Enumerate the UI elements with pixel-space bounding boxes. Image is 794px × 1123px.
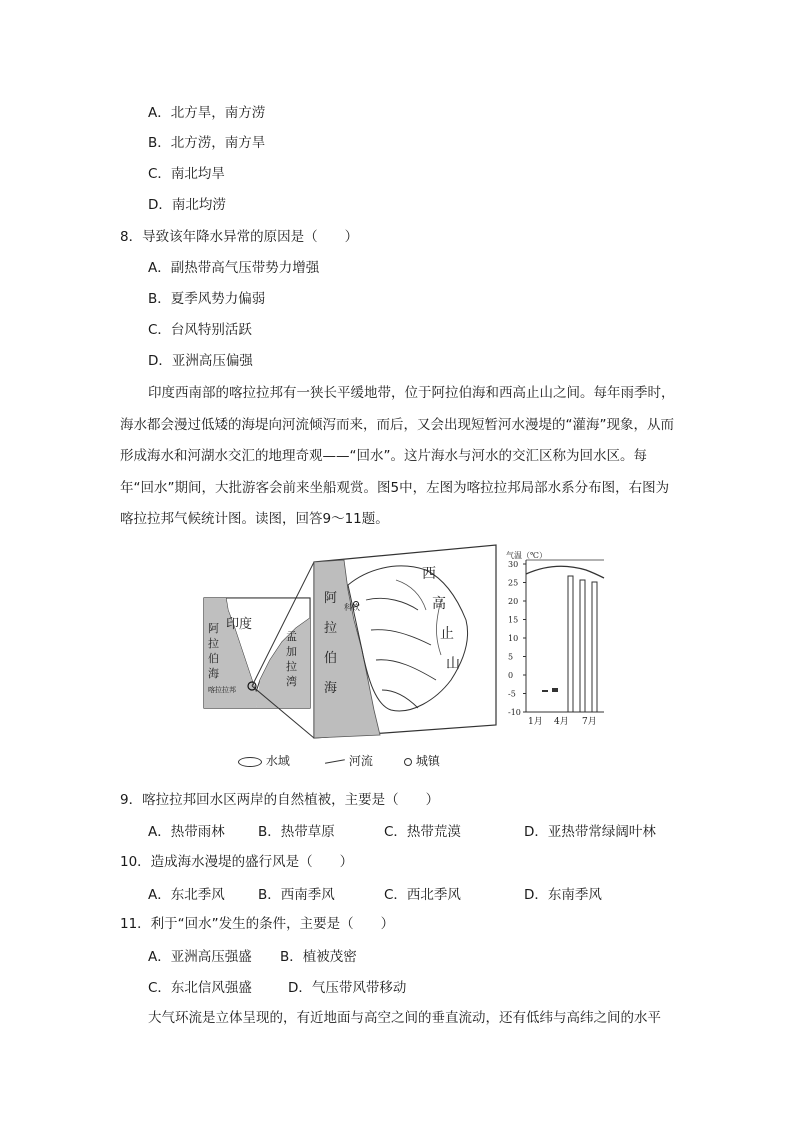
q9-option-b: B．热带草原: [258, 824, 335, 840]
chart-y-tick: 5: [508, 652, 514, 662]
label-as2-1: 阿: [324, 591, 338, 606]
q7-option-a: A．北方旱，南方涝: [148, 105, 266, 121]
label-as2-2: 拉: [324, 621, 338, 636]
label-as2-3: 伯: [324, 651, 338, 666]
legend-water-label: 水域: [265, 754, 290, 768]
passage-atmospheric-circulation: 大气环流是立体呈现的，有近地面与高空之间的垂直流动，还有低纬与高纬之间的水平: [148, 1010, 661, 1026]
legend-water: [238, 752, 290, 769]
chart-y-tick: 15: [508, 615, 519, 625]
q10-option-b: B．西南季风: [258, 887, 335, 903]
climate-chart: [506, 550, 604, 727]
figure-5: [196, 540, 616, 780]
label-kerala: 喀拉拉邦: [208, 686, 236, 694]
q8-option-c: C．台风特别活跃: [148, 322, 252, 338]
figure-5-maps: [196, 540, 616, 755]
legend-river-label: 河流: [348, 754, 373, 768]
town-icon: [404, 758, 412, 766]
label-wg-3: 止: [440, 626, 454, 642]
passage-kerala: 印度西南部的喀拉拉邦有一狭长平缓地带，位于阿拉伯海和西高止山之间。每年雨季时，海水都会漫过低矮的海堤向河流倾泻而来，而后，又会出现短暂河水漫堤的“灌海”现象，从而形成海水和河湖水交汇的地理奇观——“回水”。这片海水与河水的交汇区称为回水区。每年“回水”期间，大批游客会前来坐船观赏。图5中，左图为喀拉拉邦局部水系分布图，右图为喀拉拉邦气候统计图。读图，回答9～11题。: [120, 385, 675, 527]
q10-option-c: C．西北季风: [384, 887, 461, 903]
q7-option-c: C．南北均旱: [148, 166, 225, 182]
label-bay-3: 拉: [286, 660, 297, 673]
chart-x-label-2: 4月: [554, 717, 569, 727]
label-as-4: 海: [208, 667, 219, 680]
q11-stem: 11．利于“回水”发生的条件，主要是（ ）: [120, 916, 395, 932]
label-bay-4: 湾: [286, 675, 297, 688]
label-city: 科钦: [344, 603, 360, 612]
q10-option-d: D．东南季风: [524, 887, 602, 903]
chart-y-tick: 10: [508, 634, 519, 643]
label-as2-4: 海: [324, 681, 338, 696]
legend-town: [404, 752, 440, 769]
q8-option-d: D．亚洲高压偏强: [148, 353, 253, 369]
chart-y-tick: 20: [508, 597, 519, 606]
q11-option-b: B．植被茂密: [280, 949, 357, 965]
locator-map: [204, 562, 314, 738]
chart-y-tick: -10: [508, 708, 521, 717]
chart-y-tick: 25: [508, 578, 519, 588]
water-icon: [238, 757, 262, 767]
label-as-2: 拉: [208, 637, 219, 650]
chart-y-ticks: [508, 560, 526, 717]
chart-y-tick: 30: [508, 560, 519, 569]
label-wg-1: 西: [422, 566, 436, 582]
label-india: 印度: [226, 617, 253, 632]
q9-stem: 9．喀拉拉邦回水区两岸的自然植被，主要是（ ）: [120, 792, 440, 808]
chart-y-tick: -5: [508, 689, 516, 699]
q8-option-a: A．副热带高气压带势力增强: [148, 260, 320, 276]
q8-option-b: B．夏季风势力偏弱: [148, 291, 266, 307]
regional-map: [314, 545, 496, 738]
chart-unit-label: 气温（℃）: [506, 551, 547, 560]
q9-option-c: C．热带荒漠: [384, 824, 461, 840]
label-wg-2: 高: [432, 596, 446, 612]
q11-option-c: C．东北信风强盛: [148, 980, 252, 996]
q11-option-d: D．气压带风带移动: [288, 980, 407, 996]
label-as-1: 阿: [208, 622, 219, 635]
legend-town-label: 城镇: [415, 754, 440, 768]
q7-option-b: B．北方涝，南方旱: [148, 135, 266, 151]
label-bay-2: 加: [286, 645, 297, 658]
chart-x-label-1: 1月: [528, 717, 543, 727]
label-bay-1: 孟: [286, 630, 297, 643]
q10-option-a: A．东北季风: [148, 887, 225, 903]
legend-river: [325, 752, 373, 769]
chart-y-tick: 0: [508, 671, 514, 680]
q7-option-d: D．南北均涝: [148, 197, 226, 213]
label-as-3: 伯: [208, 652, 219, 665]
q9-option-d: D．亚热带常绿阔叶林: [524, 824, 656, 840]
river-icon: [325, 759, 345, 764]
q8-stem: 8．导致该年降水异常的原因是（ ）: [120, 229, 359, 245]
q10-stem: 10．造成海水漫堤的盛行风是（ ）: [120, 854, 354, 870]
q9-option-a: A．热带雨林: [148, 824, 225, 840]
label-wg-4: 山: [446, 656, 460, 672]
chart-x-label-3: 7月: [582, 717, 597, 727]
q11-option-a: A．亚洲高压强盛: [148, 949, 252, 965]
